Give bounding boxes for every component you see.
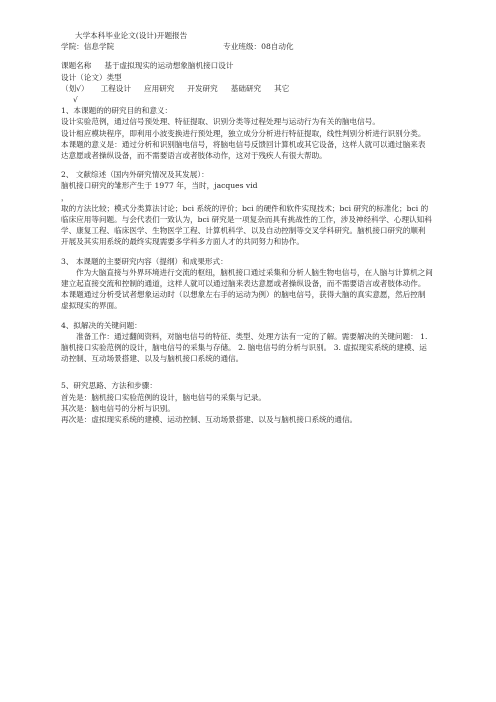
option-applied-research: 应用研究 — [144, 83, 175, 93]
header-info-row — [61, 41, 433, 52]
option-other: 其它 — [274, 83, 290, 93]
option-development-research: 开发研究 — [187, 83, 218, 93]
topic-name-label: 课题名称 — [61, 61, 92, 71]
topic-category-label: （划√） — [61, 83, 89, 93]
section-3-heading: 3、 本课题的主要研究内容（提纲）和成果形式： — [61, 256, 228, 266]
topic-name: 基于虚拟现实的运动想象脑机接口设计 — [104, 61, 234, 71]
section-5-heading: 5、研究思路、方法和步骤： — [61, 381, 157, 391]
section-2-para-1: 脑机接口研究的雏形产生于 1977 年，当时，jacques vid — [61, 181, 258, 191]
section-4-heading: 4、拟解决的关键问题： — [61, 320, 142, 330]
section-2-heading: 2、 文献综述（国内外研究情况及其发展）： — [61, 170, 209, 180]
checkmark: √ — [73, 95, 78, 105]
report-title: 大学本科毕业论文(设计)开题报告 — [75, 31, 188, 40]
topic-type-label: 设计（论文）类型 — [61, 72, 122, 82]
section-2-para-2: ， — [61, 192, 69, 202]
section-5-para-3: 再次是：虚拟现实系统的建模、运动控制、互动场景搭建、以及与脑机接口系统的通信。 — [61, 415, 358, 425]
section-1-para-3: 本课题的意义是：通过分析和识别脑电信号，将脑电信号反馈回计算机或其它设备，这样人就可以通过脑来表达意愿或者操纵设备，而不需要语言或者肢体动作，这对于残疾人有很大帮助。 — [61, 139, 426, 161]
college-label: 学院：信息学院 — [61, 42, 115, 52]
option-basic-research: 基础研究 — [230, 83, 262, 93]
section-5-para-1: 首先是：脑机接口实验范例的设计，脑电信号的采集与记录。 — [61, 392, 267, 402]
section-5-para-2: 其次是：脑电信号的分析与识别。 — [61, 403, 175, 413]
major-class-label: 专业班级：08自动化 — [223, 42, 294, 52]
section-4-para-1: 准备工作：通过翻阅资料，对脑电信号的特征、类型、处理方法有一定的了解。需要解决的关键问题： 1. 脑机接口实验范例的设计，脑电信号的采集与存储。 2. 脑电信号的分析与识别。 3. 虚拟现实系统的建模、运动控制、互动场景搭建、以及与脑机接口系统的通信。 — [61, 331, 428, 364]
section-2-para-3: 取的方法比较；模式分类算法讨论；bci 系统的评价；bci 的硬件和软件实现技术；bci 研究的标准化；bci 的临床应用等问题。与会代表们一致认为，bci 研究是一项复杂而具有挑战性的工作，涉及神经科学、心理认知科学、康复工程、临床医学、生物医学工程、计算机科学、以及自动控制等交叉学科研究。脑机接口研究的顺利开展及其实用系统的最终实现需要多学科多方面人才的共同努力和协作。 — [61, 203, 432, 247]
section-1-para-1: 设计实验范例，通过信号预处理、特征提取、识别分类等过程处理与运动行为有关的脑电信号。 — [61, 117, 380, 127]
topic-name-row — [61, 60, 433, 71]
topic-type-options — [61, 83, 433, 94]
document-body — [61, 30, 433, 425]
option-engineering-design: 工程设计 — [100, 83, 131, 93]
section-3-para-1: 作为大脑直接与外界环境进行交流的枢纽，脑机接口通过采集和分析人脑生物电信号，在人脑与计算机之间建立起直接交流和控制的通道，这样人就可以通过脑来表达意愿或者操纵设备，而不需要语言或者肢体动作。本课题通过分析受试者想象运动时（以想象左右手的运动为例）的脑电信号，获得大脑的真实意愿，然后控制虚拟现实的界面。 — [61, 267, 433, 311]
section-1-para-2: 设计相应模块程序，即利用小波变换进行预处理，独立成分分析进行特征提取，线性判别分析进行识别分类。 — [61, 128, 426, 138]
section-1-heading: 1、本课题的的研究目的和意义： — [61, 106, 173, 116]
